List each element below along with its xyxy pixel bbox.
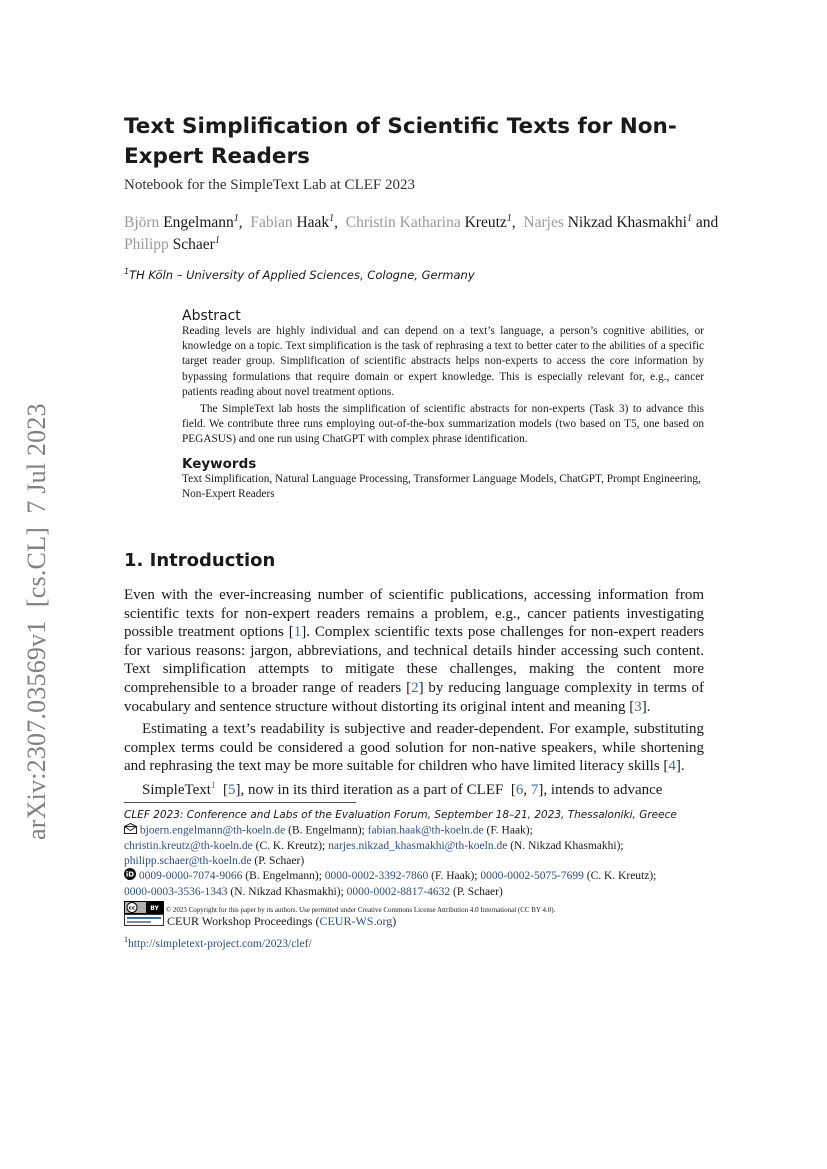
email-link[interactable]: philipp.schaer@th-koeln.de	[124, 855, 252, 867]
author-first-name: Christin Katharina	[345, 214, 461, 231]
email-link[interactable]: bjoern.engelmann@th-koeln.de	[139, 824, 286, 837]
svg-text:cc: cc	[128, 905, 136, 912]
citation-link[interactable]: 1	[293, 624, 302, 641]
ceur-line	[124, 914, 724, 930]
author-schaer	[124, 236, 220, 253]
orcid-owner: (F. Haak);	[431, 870, 478, 883]
author-last-name: Kreutz	[464, 214, 507, 231]
paper-title: Text Simplification of Scientific Texts for Non-Expert Readers	[124, 114, 677, 169]
author-list: Björn Engelmann$^1$, Fabian Haak$^1$, Christin Katharina Kreutz$^1$, Narjes Nikzad Khasmakhi$^1$ and Philipp Schaer$^1$	[124, 212, 723, 253]
paragraph-text: .	[646, 698, 651, 715]
orcid-icon	[124, 868, 136, 885]
email-owner: (C. K. Kreutz);	[255, 840, 326, 852]
orcid-link[interactable]: 0000-0003-3536-1343	[124, 886, 228, 898]
author-affil-mark: 1	[214, 234, 220, 246]
email-owner: (P. Schaer)	[254, 855, 305, 867]
author-affil-mark: 1	[506, 212, 512, 224]
envelope-icon	[124, 823, 137, 839]
citation-link[interactable]: 5	[227, 782, 236, 798]
author-last-name: Haak	[296, 214, 330, 231]
footnote-1	[124, 932, 724, 952]
email-owner: (B. Engelmann);	[288, 824, 365, 837]
paragraph-text: Even with the ever-increasing number of scientific publications, accessing information from scientific texts for non-expert readers remains a problem, e.g., cancer patients investigating possible treatment options	[124, 587, 704, 641]
author-nikzad-khasmakhi	[523, 214, 692, 231]
author-first-name: Fabian	[250, 214, 293, 231]
footnote-number: 1	[124, 935, 128, 944]
email-owner: (F. Haak);	[486, 824, 533, 837]
footnote-url-link[interactable]: http://simpletext-project.com/2023/clef/	[128, 937, 312, 950]
email-owner: (N. Nikzad Khasmakhi);	[510, 840, 624, 852]
author-first-name: Philipp	[124, 236, 169, 253]
orcid-owner: (B. Engelmann);	[245, 870, 322, 883]
citation-link[interactable]: 4	[668, 758, 676, 775]
intro-paragraph-2: Estimating a text’s readability is subjective and reader-dependent. For example, substituting complex terms could be considered a good solution for non-native speakers, while shortening and rephrasing the text may be more suitable for children who have limited literacy skills [4].	[124, 721, 704, 775]
orcid-owner: (C. K. Kreutz);	[586, 870, 657, 883]
keywords-heading: Keywords	[182, 456, 257, 472]
paragraph-text: Estimating a text’s readability is subjective and reader-dependent. For example, substituting complex terms could be considered a good solution for non-native speakers, while shortening and rephrasing the text may be more suitable for children who have limited literacy skills	[124, 721, 704, 775]
arxiv-identifier-stamp: arXiv:2307.03569v1 [cs.CL] 7 Jul 2023	[22, 403, 51, 840]
footnote-mark[interactable]: 1	[210, 780, 216, 790]
email-link[interactable]: fabian.haak@th-koeln.de	[367, 824, 484, 837]
author-engelmann	[124, 214, 239, 231]
author-last-name: Nikzad Khasmakhi	[567, 214, 687, 231]
author-affil-mark: 1	[329, 212, 335, 224]
footnote-divider	[124, 802, 356, 803]
author-first-name: Narjes	[523, 214, 564, 231]
citation-link[interactable]: 7	[530, 782, 539, 798]
svg-text:BY: BY	[150, 905, 159, 912]
ceur-link[interactable]: CEUR-WS.org	[319, 914, 393, 928]
author-kreutz	[346, 214, 512, 231]
affiliation	[124, 268, 475, 282]
orcid-list	[124, 868, 724, 900]
paragraph-text: , intends to advance	[543, 782, 663, 798]
copyright-text: © 2023 Copyright for this paper by its authors. Use permitted under Creative Commons License Attribution 4.0 International (CC BY 4.0).	[165, 906, 556, 915]
email-link[interactable]: christin.kreutz@th-koeln.de	[124, 840, 253, 852]
section-heading-introduction: 1. Introduction	[124, 550, 276, 571]
paragraph-text: .	[680, 758, 685, 775]
ceur-logo-icon	[124, 914, 164, 930]
conference-note: CLEF 2023: Conference and Labs of the Evaluation Forum, September 18–21, 2023, Thessaloniki, Greece	[124, 809, 677, 821]
orcid-link[interactable]: 0000-0002-8817-4632	[346, 886, 451, 898]
intro-paragraph-3: SimpleText$^1$ [5], now in its third iteration as a part of CLEF [6, 7], intends to advance	[142, 780, 663, 798]
abstract-paragraph-1: Reading levels are highly individual and can depend on a text’s language, a person’s cognitive abilities, or knowledge on a topic. Text simplification is the task of rephrasing a text to better cater to the abilities of a specific target reader group. Simplification of scientific abstracts helps non-experts to access the core information by bypassing formulations that require domain or expert knowledge. This is especially relevant for, e.g., cancer patients reading about novel treatment options.	[182, 325, 704, 398]
email-link[interactable]: narjes.nikzad_khasmakhi@th-koeln.de	[328, 840, 508, 852]
author-affil-mark: 1	[233, 212, 239, 224]
keywords-list: Text Simplification, Natural Language Processing, Transformer Language Models, ChatGPT, Prompt Engineering, Non-Expert Readers	[182, 473, 701, 501]
paper-subtitle: Notebook for the SimpleText Lab at CLEF 2023	[124, 177, 415, 193]
orcid-link[interactable]: 0000-0002-3392-7860	[324, 870, 429, 883]
paragraph-text: , now in its third iteration as a part of CLEF	[240, 782, 508, 798]
svg-text:iD: iD	[125, 870, 135, 879]
orcid-link[interactable]: 0000-0002-5075-7699	[480, 870, 584, 883]
paragraph-text: by reducing language complexity in terms of vocabulary and sentence structure without distorting its original intent and meaning	[124, 679, 705, 715]
author-last-name: Engelmann	[163, 214, 234, 231]
author-affil-mark: 1	[686, 212, 692, 224]
citation-link[interactable]: 6	[515, 782, 524, 798]
affiliation-text: TH Köln – University of Applied Sciences, Cologne, Germany	[129, 268, 475, 282]
email-list	[124, 823, 724, 869]
author-last-name: Schaer	[172, 236, 215, 253]
affiliation-mark: 1	[124, 267, 130, 277]
abstract-paragraph-2: The SimpleText lab hosts the simplification of scientific abstracts for non-experts (Task 3) to advance this field. We contribute three runs employing out-of-the-box summarization models (two based on T5, one based on PEGASUS) and one run using ChatGPT with complex phrase identification.	[182, 403, 704, 446]
citation-link[interactable]: 2	[411, 679, 419, 696]
intro-paragraph-1: Even with the ever-increasing number of scientific publications, accessing information from scientific texts for non-expert readers remains a problem, e.g., cancer patients investigating possible treatment options [1]. Complex scientific texts pose challenges for non-expert readers for various reasons: jargon, abbreviations, and technical details hinder accessing such content. Text simplification attempts to mitigate these challenges, making the content more comprehensible to a broader range of readers [2] by reducing language complexity in terms of vocabulary and sentence structure without distorting its original intent and meaning [3].	[124, 587, 705, 715]
citation-link[interactable]: 3	[634, 698, 642, 715]
abstract-heading: Abstract	[182, 308, 241, 324]
ceur-text: CEUR Workshop Proceedings (	[167, 914, 320, 928]
author-haak	[250, 214, 334, 231]
orcid-link[interactable]: 0009-0000-7074-9066	[138, 870, 243, 883]
ceur-text: )	[392, 914, 397, 928]
paragraph-text: SimpleText	[142, 782, 211, 798]
orcid-owner: (P. Schaer)	[453, 886, 503, 898]
orcid-owner: (N. Nikzad Khasmakhi);	[230, 886, 344, 898]
author-first-name: Björn	[124, 214, 160, 231]
paragraph-text: . Complex scientific texts pose challenges for non-expert readers for various reasons: jargon, abbreviations, and technical details hinder accessing such content. Text simplification attempts to mitigate these challenges, making the content more comprehensible to a broader range of readers	[124, 624, 704, 696]
